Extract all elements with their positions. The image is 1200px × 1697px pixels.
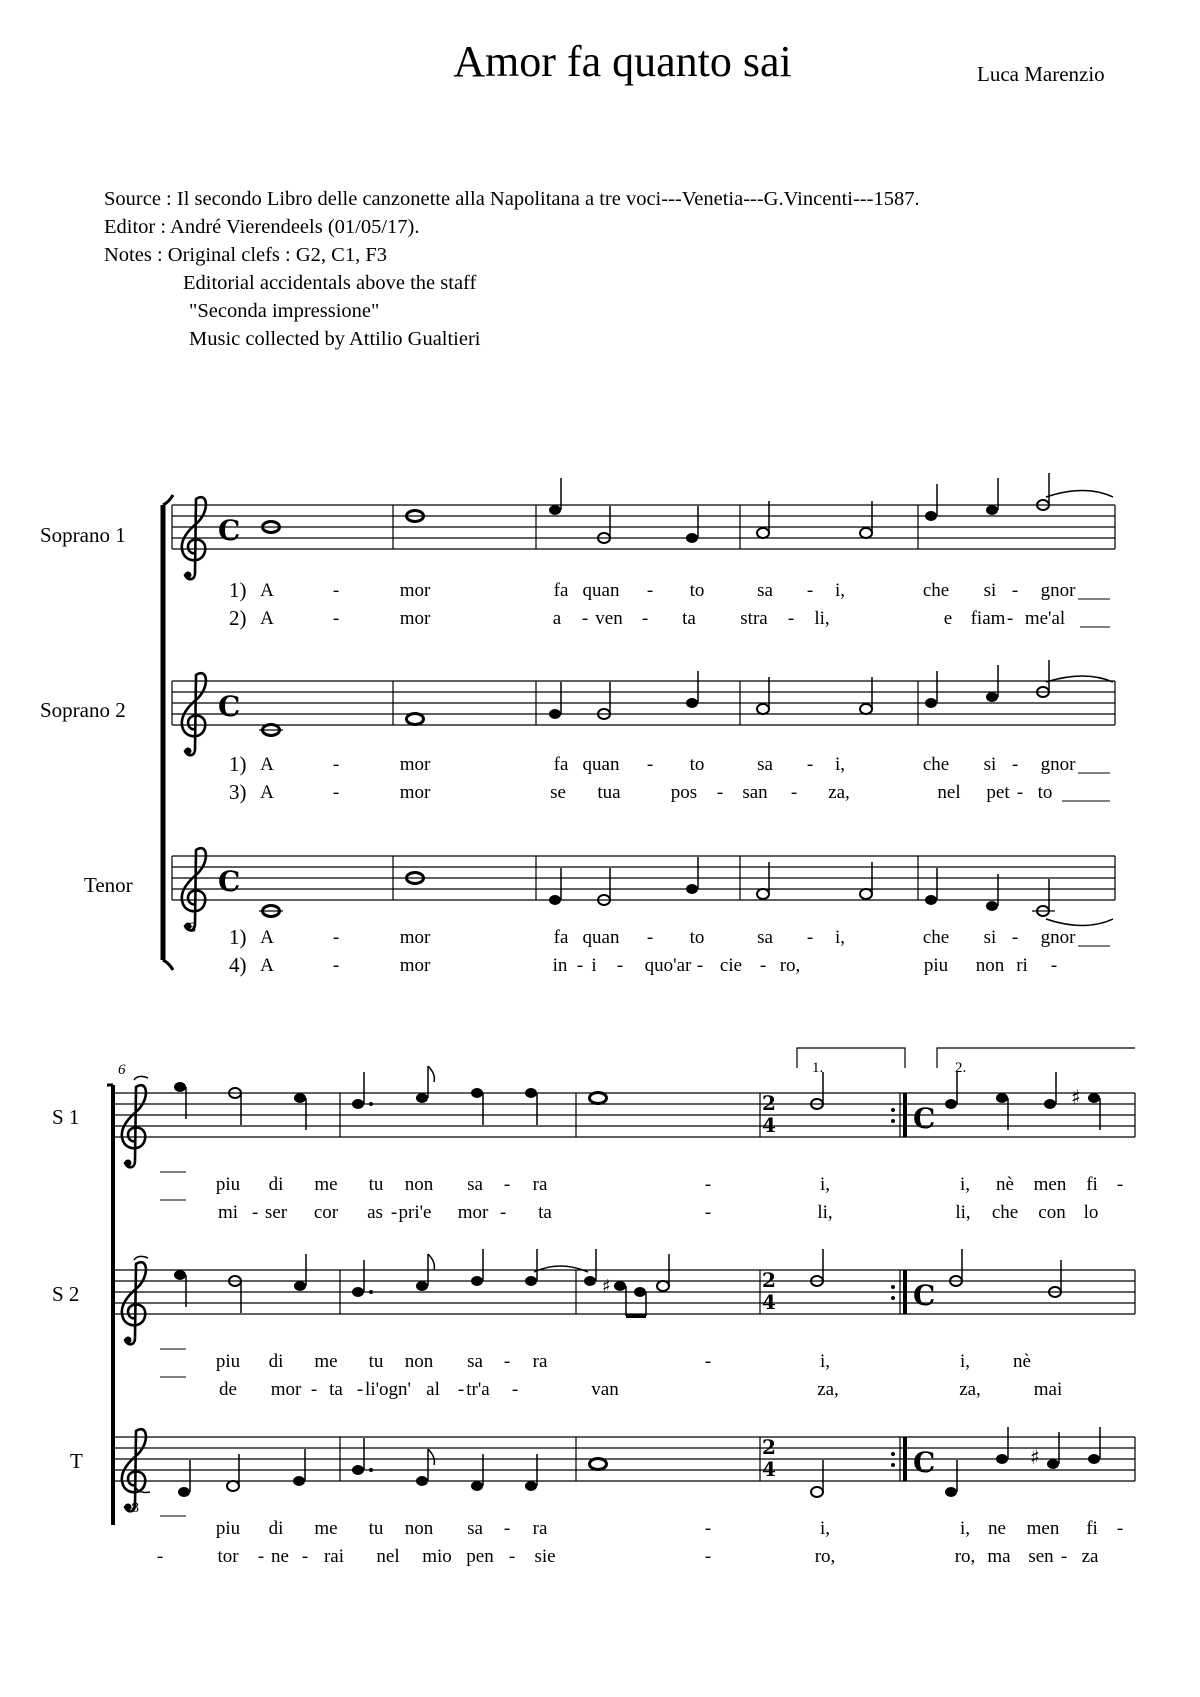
- svg-text:♯: ♯: [602, 1276, 611, 1297]
- lyric-syllable: si: [983, 580, 997, 601]
- lyric-syllable: i,: [959, 1351, 971, 1372]
- lyric-syllable: -: [332, 927, 340, 948]
- lyric-syllable: cie: [719, 955, 743, 976]
- lyric-syllable: -: [704, 1518, 712, 1539]
- source-line: Source : Il secondo Libro delle canzonette alla Napolitana a tre voci---Venetia---G.Vincenti---1587.: [104, 188, 920, 210]
- lyric-syllable: van: [591, 1379, 619, 1400]
- staff-soprano-2: [172, 660, 1115, 755]
- lyric-syllable: mor: [270, 1379, 302, 1400]
- lyric-syllable: fa: [553, 754, 569, 775]
- lyric-syllable: -: [390, 1202, 398, 1223]
- lyric-syllable: piu: [215, 1518, 241, 1539]
- staff-tenor: [172, 848, 1115, 936]
- lyric-syllable: mio: [422, 1546, 452, 1567]
- lyric-syllable: di: [268, 1174, 284, 1195]
- lyric-syllable: nel: [376, 1546, 400, 1567]
- lyric-syllable: ro,: [814, 1546, 836, 1567]
- lyric-syllable: sa: [467, 1174, 483, 1195]
- system-1: [163, 473, 1115, 970]
- voice-label-soprano-1: Soprano 1: [40, 523, 126, 547]
- svg-text:2: 2: [762, 1091, 776, 1115]
- verse-number: 3): [229, 780, 247, 804]
- lyric-syllable: A: [260, 782, 274, 803]
- lyric-syllable: -: [581, 608, 589, 629]
- lyric-syllable: ne: [988, 1518, 1006, 1539]
- lyric-syllable: sa: [757, 754, 773, 775]
- editor-line: Editor : André Vierendeels (01/05/17).: [104, 216, 420, 238]
- lyric-syllable: -: [646, 580, 654, 601]
- lyric-syllable: ro,: [954, 1546, 976, 1567]
- lyric-syllable: mor: [399, 580, 431, 601]
- lyric-syllable: se: [550, 782, 566, 803]
- lyric-syllable: nè: [1013, 1351, 1031, 1372]
- lyric-syllable: con: [1038, 1202, 1066, 1223]
- lyric-syllable: in: [552, 955, 568, 976]
- lyric-syllable: za,: [959, 1379, 981, 1400]
- lyric-syllable: fa: [553, 580, 569, 601]
- svg-text:C: C: [218, 690, 241, 723]
- svg-text:C: C: [913, 1446, 936, 1479]
- lyric-syllable: -: [457, 1379, 465, 1400]
- volta-2-label: 2.: [955, 1060, 967, 1076]
- lyric-syllable: to: [689, 580, 705, 601]
- lyric-syllable: -: [787, 608, 795, 629]
- lyric-syllable: che: [922, 927, 950, 948]
- lyric-syllable: -: [704, 1546, 712, 1567]
- lyric-syllable: za,: [817, 1379, 839, 1400]
- lyric-syllable: al: [426, 1379, 440, 1400]
- lyric-syllable: sa: [757, 927, 773, 948]
- lyric-syllable: mi: [217, 1202, 239, 1223]
- svg-text:C: C: [913, 1102, 936, 1135]
- lyric-syllable: me: [314, 1518, 338, 1539]
- lyric-syllable: -: [1016, 782, 1024, 803]
- lyric-syllable: -: [332, 608, 340, 629]
- lyric-syllable: A: [260, 754, 274, 775]
- lyric-syllable: che: [991, 1202, 1019, 1223]
- lyric-syllable: quo'ar: [644, 955, 692, 976]
- lyric-syllable: -: [1011, 580, 1019, 601]
- lyric-syllable: -: [332, 955, 340, 976]
- lyric-syllable: de: [219, 1379, 237, 1400]
- verse-number: 1): [229, 578, 247, 602]
- staff-s2: [113, 1249, 1135, 1344]
- lyric-syllable: ser: [264, 1202, 288, 1223]
- lyric-syllable: i,: [834, 754, 846, 775]
- lyric-syllable: -: [1060, 1546, 1068, 1567]
- lyric-syllable: ven: [595, 608, 623, 629]
- voice-label-tenor: Tenor: [84, 873, 133, 897]
- lyric-syllable: e: [943, 608, 953, 629]
- lyric-syllable: mai: [1033, 1379, 1063, 1400]
- lyric-syllable: -: [806, 580, 814, 601]
- staff-soprano-1: [172, 473, 1115, 579]
- lyric-syllable: li,: [814, 608, 830, 629]
- lyric-syllable: to: [689, 927, 705, 948]
- lyric-syllable: non: [975, 955, 1005, 976]
- lyric-syllable: a: [552, 608, 562, 629]
- lyric-syllable: -: [257, 1546, 265, 1567]
- lyric-syllable: ta: [682, 608, 696, 629]
- lyric-syllable: lo: [1083, 1202, 1099, 1223]
- lyric-syllable: non: [404, 1518, 434, 1539]
- lyric-syllable: ta: [329, 1379, 343, 1400]
- lyric-syllable: -: [503, 1351, 511, 1372]
- lyric-syllable: li,: [817, 1202, 833, 1223]
- lyric-syllable: tua: [597, 782, 621, 803]
- voice-label-s1: S 1: [52, 1105, 80, 1129]
- verse-number: 1): [229, 925, 247, 949]
- lyric-syllable: tor: [217, 1546, 239, 1567]
- lyric-syllable: di: [268, 1518, 284, 1539]
- lyric-syllable: si: [983, 754, 997, 775]
- lyric-syllable: i,: [819, 1174, 831, 1195]
- lyric-syllable: -: [716, 782, 724, 803]
- lyric-syllable: li,: [955, 1202, 971, 1223]
- lyric-syllable: -: [646, 754, 654, 775]
- lyric-syllable: -: [511, 1379, 519, 1400]
- lyric-syllable: -: [1011, 927, 1019, 948]
- lyric-syllable: gnor: [1040, 927, 1076, 948]
- lyric-syllable: mor: [399, 608, 431, 629]
- lyric-syllable: pet: [986, 782, 1010, 803]
- lyric-syllable: to: [1037, 782, 1053, 803]
- lyric-syllable: si: [983, 927, 997, 948]
- lyric-syllable: i,: [819, 1351, 831, 1372]
- lyric-syllable: mor: [399, 927, 431, 948]
- lyric-syllable: A: [260, 580, 274, 601]
- lyric-syllable: men: [1026, 1518, 1060, 1539]
- lyric-syllable: -: [332, 754, 340, 775]
- lyric-syllable: mor: [399, 754, 431, 775]
- lyric-syllable: fiam: [970, 608, 1006, 629]
- lyric-syllable: tu: [368, 1518, 384, 1539]
- verse-number: 4): [229, 953, 247, 977]
- svg-text:4: 4: [762, 1113, 776, 1137]
- lyric-syllable: ne: [271, 1546, 289, 1567]
- lyric-syllable: -: [616, 955, 624, 976]
- lyric-syllable: non: [404, 1351, 434, 1372]
- lyric-syllable: mor: [399, 782, 431, 803]
- lyric-syllable: quan: [582, 754, 620, 775]
- lyric-syllable: -: [503, 1174, 511, 1195]
- lyric-syllable: za,: [828, 782, 850, 803]
- lyric-syllable: me'al: [1024, 608, 1066, 629]
- lyric-syllable: -: [310, 1379, 318, 1400]
- system-2: [107, 1048, 1135, 1525]
- lyric-syllable: -: [499, 1202, 507, 1223]
- lyric-syllable: cor: [313, 1202, 339, 1223]
- lyric-syllable: as: [367, 1202, 383, 1223]
- lyric-syllable: -: [1006, 608, 1014, 629]
- svg-text:♯: ♯: [1071, 1085, 1081, 1109]
- lyric-syllable: -: [759, 955, 767, 976]
- lyric-syllable: piu: [215, 1174, 241, 1195]
- lyric-syllable: men: [1033, 1174, 1067, 1195]
- svg-text:8: 8: [131, 1501, 140, 1516]
- lyric-syllable: mor: [399, 955, 431, 976]
- lyric-syllable: i,: [819, 1518, 831, 1539]
- svg-text:4: 4: [762, 1290, 776, 1314]
- lyric-syllable: sa: [467, 1351, 483, 1372]
- staff-s1: [113, 1066, 1135, 1167]
- lyric-syllable: nel: [937, 782, 961, 803]
- svg-text:C: C: [218, 865, 241, 898]
- lyric-syllable: che: [922, 754, 950, 775]
- svg-text:♯: ♯: [1030, 1445, 1040, 1469]
- lyric-syllable: -: [1050, 955, 1058, 976]
- lyric-syllable: -: [1116, 1518, 1124, 1539]
- note-impression: "Seconda impressione": [189, 300, 380, 322]
- lyric-syllable: che: [922, 580, 950, 601]
- voice-label-soprano-2: Soprano 2: [40, 698, 126, 722]
- lyric-syllable: to: [689, 754, 705, 775]
- lyric-syllable: -: [806, 754, 814, 775]
- lyric-syllable: -: [1011, 754, 1019, 775]
- lyric-syllable: i,: [959, 1174, 971, 1195]
- lyric-syllable: ta: [538, 1202, 552, 1223]
- lyric-syllable: -: [251, 1202, 259, 1223]
- lyric-syllable: ra: [532, 1518, 548, 1539]
- note-accidentals: Editorial accidentals above the staff: [183, 272, 477, 294]
- lyric-syllable: fa: [553, 927, 569, 948]
- lyric-syllable: quan: [582, 927, 620, 948]
- lyric-syllable: di: [268, 1351, 284, 1372]
- lyric-syllable: -: [641, 608, 649, 629]
- lyric-syllable: sa: [757, 580, 773, 601]
- lyric-syllable: -: [301, 1546, 309, 1567]
- lyric-syllable: ri: [1016, 955, 1028, 976]
- lyric-syllable: i,: [959, 1518, 971, 1539]
- staff-t: [113, 1427, 1135, 1516]
- lyric-syllable: sa: [467, 1518, 483, 1539]
- note-collected: Music collected by Attilio Gualtieri: [189, 328, 481, 350]
- lyric-syllable: piu: [215, 1351, 241, 1372]
- lyric-syllable: -: [1116, 1174, 1124, 1195]
- lyric-syllable: pen: [466, 1546, 494, 1567]
- lyric-syllable: -: [508, 1546, 516, 1567]
- lyric-syllable: -: [646, 927, 654, 948]
- lyric-syllable: pri'e: [398, 1202, 432, 1223]
- measure-number: 6: [118, 1062, 126, 1078]
- lyric-syllable: i,: [834, 580, 846, 601]
- lyric-syllable: sie: [534, 1546, 556, 1567]
- lyric-syllable: ra: [532, 1351, 548, 1372]
- lyric-syllable: -: [332, 580, 340, 601]
- lyric-syllable: sen: [1028, 1546, 1054, 1567]
- lyric-syllable: A: [260, 955, 274, 976]
- lyric-syllable: quan: [582, 580, 620, 601]
- lyric-syllable: -: [356, 1379, 364, 1400]
- lyric-syllable: me: [314, 1351, 338, 1372]
- lyric-syllable: -: [696, 955, 704, 976]
- lyric-syllable: me: [314, 1174, 338, 1195]
- svg-text:2: 2: [762, 1435, 776, 1459]
- lyric-syllable: za: [1081, 1546, 1099, 1567]
- lyric-syllable: -: [790, 782, 798, 803]
- voice-label-s2: S 2: [52, 1282, 80, 1306]
- lyric-syllable: -: [704, 1174, 712, 1195]
- lyric-syllable: tu: [368, 1351, 384, 1372]
- volta-1-label: 1.: [812, 1060, 824, 1076]
- lyric-syllable: i,: [834, 927, 846, 948]
- lyric-syllable: ra: [532, 1174, 548, 1195]
- svg-text:C: C: [913, 1279, 936, 1312]
- lyric-syllable: -: [806, 927, 814, 948]
- lyric-syllable: san: [742, 782, 768, 803]
- lyric-syllable: ro,: [779, 955, 801, 976]
- verse-number: 2): [229, 606, 247, 630]
- page-title: Amor fa quanto sai: [453, 37, 792, 86]
- lyric-syllable: tr'a: [466, 1379, 490, 1400]
- lyric-syllable: nè: [996, 1174, 1014, 1195]
- svg-text:8: 8: [188, 921, 197, 936]
- svg-text:C: C: [218, 514, 241, 547]
- notes-line: Notes : Original clefs : G2, C1, F3: [104, 244, 387, 266]
- lyric-syllable: gnor: [1040, 754, 1076, 775]
- lyric-syllable: -: [704, 1202, 712, 1223]
- lyric-syllable: tu: [368, 1174, 384, 1195]
- svg-text:4: 4: [762, 1457, 776, 1481]
- lyric-syllable: gnor: [1040, 580, 1076, 601]
- lyric-syllable: pos: [670, 782, 698, 803]
- lyric-syllable: -: [503, 1518, 511, 1539]
- lyric-syllable: i: [591, 955, 597, 976]
- verse-number: 1): [229, 752, 247, 776]
- lyric-syllable: -: [576, 955, 584, 976]
- lyric-syllable: ma: [987, 1546, 1011, 1567]
- lyric-syllable: A: [260, 927, 274, 948]
- lyric-syllable: fi: [1086, 1174, 1098, 1195]
- lyric-syllable: li'ogn': [365, 1379, 411, 1400]
- svg-text:2: 2: [762, 1268, 776, 1292]
- lyric-syllable: A: [260, 608, 274, 629]
- lyric-syllable: -: [704, 1351, 712, 1372]
- voice-label-t: T: [70, 1449, 83, 1473]
- composer-name: Luca Marenzio: [977, 62, 1105, 86]
- lyric-syllable: stra: [740, 608, 768, 629]
- lyric-syllable: mor: [457, 1202, 489, 1223]
- lyric-syllable: fi: [1086, 1518, 1098, 1539]
- lyric-syllable: piu: [923, 955, 949, 976]
- lyric-syllable: -: [332, 782, 340, 803]
- lyric-syllable: -: [156, 1546, 164, 1567]
- lyric-syllable: rai: [323, 1546, 345, 1567]
- lyric-syllable: non: [404, 1174, 434, 1195]
